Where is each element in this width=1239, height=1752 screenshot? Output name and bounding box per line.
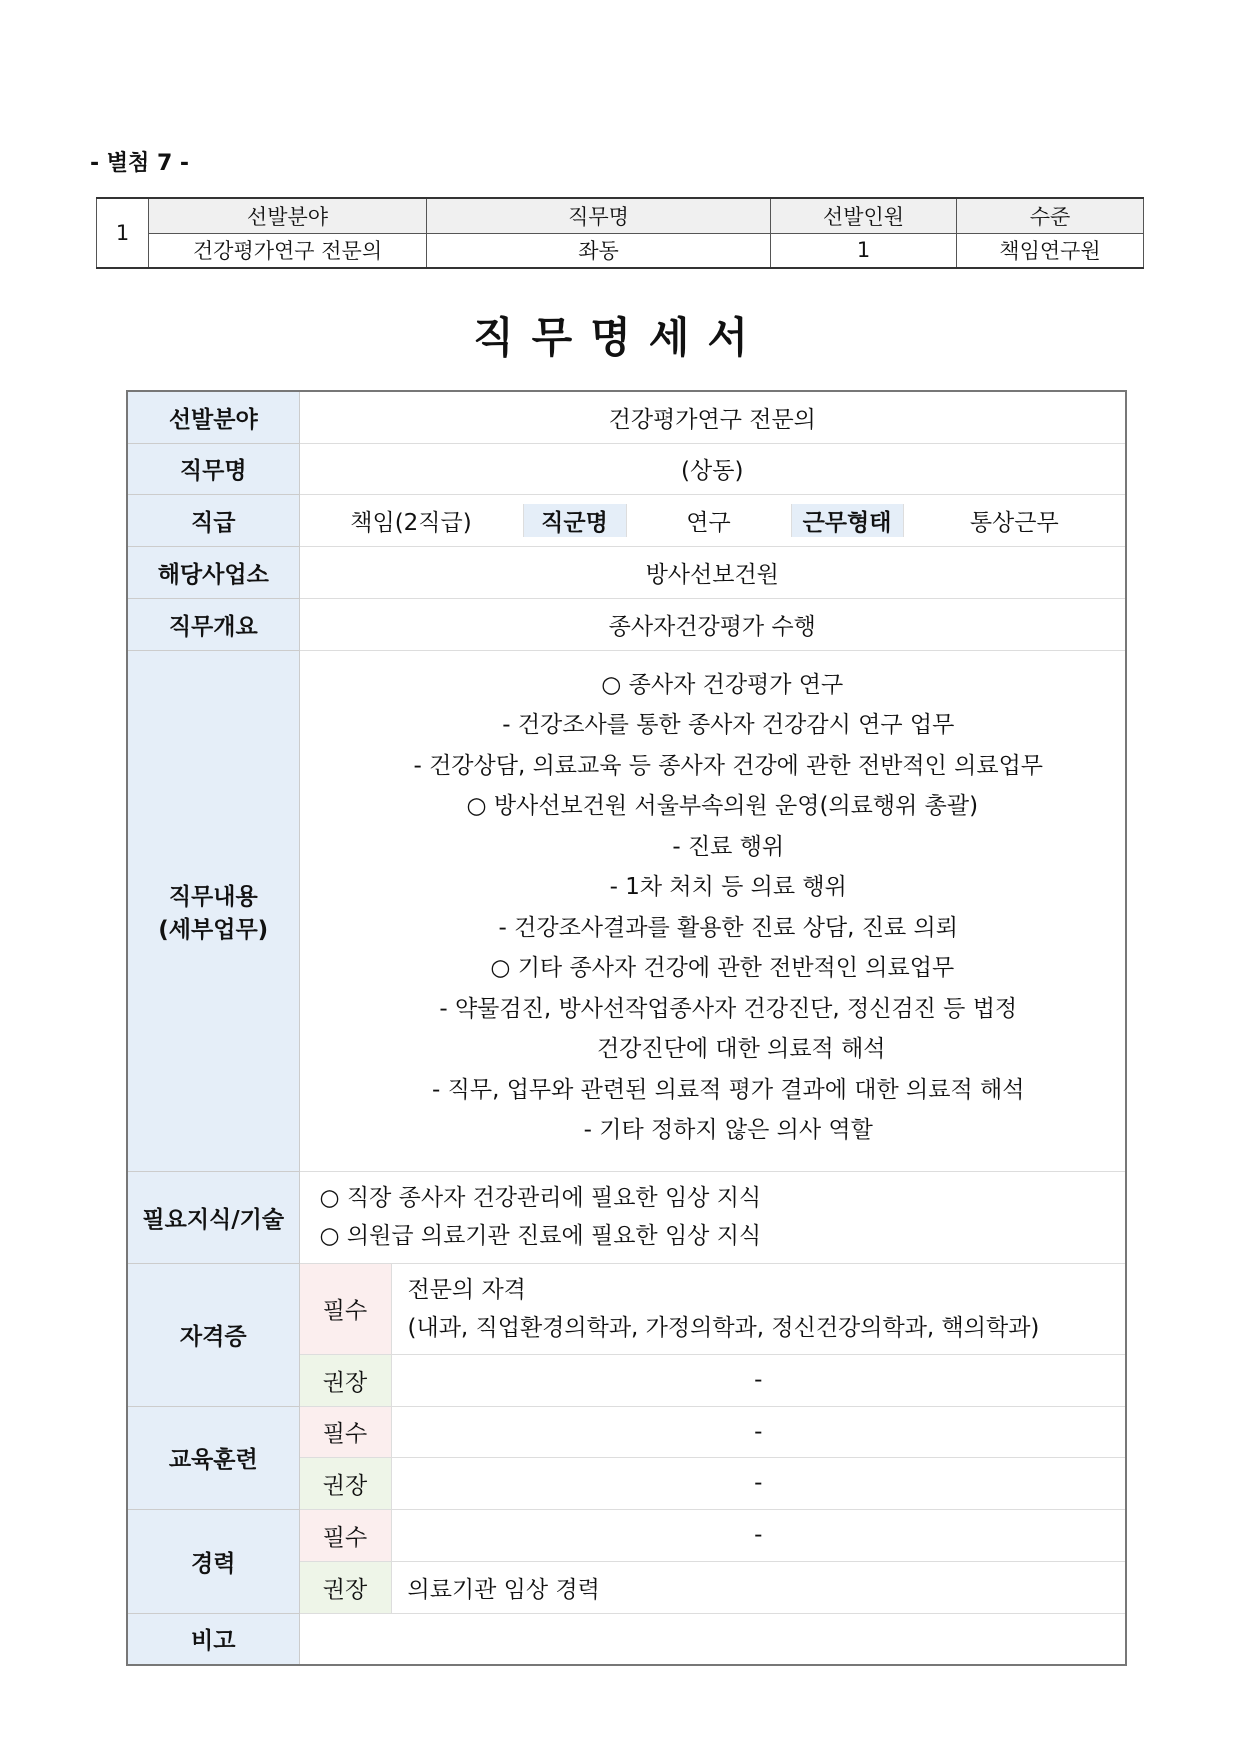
duties-label [127,650,299,1171]
skills-label: 필요지식/기술 [127,1171,299,1263]
duty-item: ○ 기타 종사자 건강에 관한 전반적인 의료업무 [490,955,955,981]
summary-table [96,197,1144,269]
remarks-label: 비고 [127,1613,299,1665]
duties-label-line: (세부업무) [158,916,269,943]
career-label: 경력 [127,1509,299,1613]
overview-value: 종사자건강평가 수행 [299,598,1126,650]
duties-label-line: 직무내용 [168,883,258,910]
summary-header: 선발분야 [149,198,427,233]
career-recommended-label: 권장 [299,1561,391,1613]
career-required-label: 필수 [299,1509,391,1561]
training-label: 교육훈련 [127,1406,299,1509]
duty-item: - 건강조사를 통한 종사자 건강감시 연구 업무 [502,712,955,738]
summary-value: 책임연구원 [957,233,1144,268]
duty-item: - 건강상담, 의료교육 등 종사자 건강에 관한 전반적인 의료업무 [413,752,1044,779]
group-value: 연구 [627,504,792,537]
training-required-value: - [391,1406,1126,1457]
duty-item: ○ 방사선보건원 서울부속의원 운영(의료행위 총괄) [466,793,979,819]
duty-item: - 1차 처치 등 의료 행위 [609,874,847,900]
career-required-value: - [391,1509,1126,1561]
grade-label: 직급 [127,494,299,546]
training-recommended-value: - [391,1457,1126,1509]
work-type-value: 통상근무 [969,509,1059,536]
field-label: 선발분야 [127,391,299,443]
summary-value: 건강평가연구 전문의 [149,233,427,268]
duty-item: - 약물검진, 방사선작업종사자 건강진단, 정신검진 등 법정 [439,995,1018,1022]
training-required-label: 필수 [299,1406,391,1457]
summary-header: 수준 [957,198,1144,233]
duty-item: 건강진단에 대한 의료적 해석 [596,1036,886,1062]
job-value: (상동) [299,443,1126,494]
career-recommended-value: 의료기관 임상 경력 [391,1561,1126,1613]
training-recommended-label: 권장 [299,1457,391,1509]
overview-label: 직무개요 [127,598,299,650]
grade-value: 책임(2직급) [300,504,524,537]
skill-item: ○ 직장 종사자 건강관리에 필요한 임상 지식 [319,1185,762,1211]
duty-item: - 진료 행위 [672,833,785,860]
duty-item: - 건강조사결과를 활용한 진료 상담, 진료 의뢰 [498,914,958,941]
duty-item: - 기타 정하지 않은 의사 역할 [583,1117,873,1143]
license-recommended-value: - [391,1354,1126,1406]
group-label: 직군명 [524,504,627,537]
license-label: 자격증 [127,1263,299,1406]
summary-no: 1 [97,198,149,268]
field-value: 건강평가연구 전문의 [299,391,1126,443]
skill-item: ○ 의원급 의료기관 진료에 필요한 임상 지식 [319,1223,762,1249]
attachment-label: - 별첨 7 - [90,151,190,176]
license-line: 전문의 자격 [407,1276,526,1303]
license-recommended-label: 권장 [299,1354,391,1406]
remarks-value [299,1613,1126,1665]
skills-list [299,1171,1126,1263]
summary-header: 선발인원 [771,198,957,233]
duty-item: ○ 종사자 건강평가 연구 [601,671,844,698]
summary-header: 직무명 [427,198,771,233]
job-spec-table [126,390,1127,1666]
job-label: 직무명 [127,443,299,494]
work-type-label: 근무형태 [792,504,904,537]
summary-value: 1 [771,233,957,268]
duties-list [299,650,1126,1171]
license-line: (내과, 직업환경의학과, 가정의학과, 정신건강의학과, 핵의학과) [407,1314,1040,1341]
duty-item: - 직무, 업무와 관련된 의료적 평가 결과에 대한 의료적 해석 [432,1076,1025,1103]
license-required-label: 필수 [299,1263,391,1354]
office-label: 해당사업소 [127,546,299,598]
office-value: 방사선보건원 [299,546,1126,598]
summary-value: 좌동 [427,233,771,268]
page-title: 직무명세서 [473,313,766,362]
license-required-value [391,1263,1126,1354]
